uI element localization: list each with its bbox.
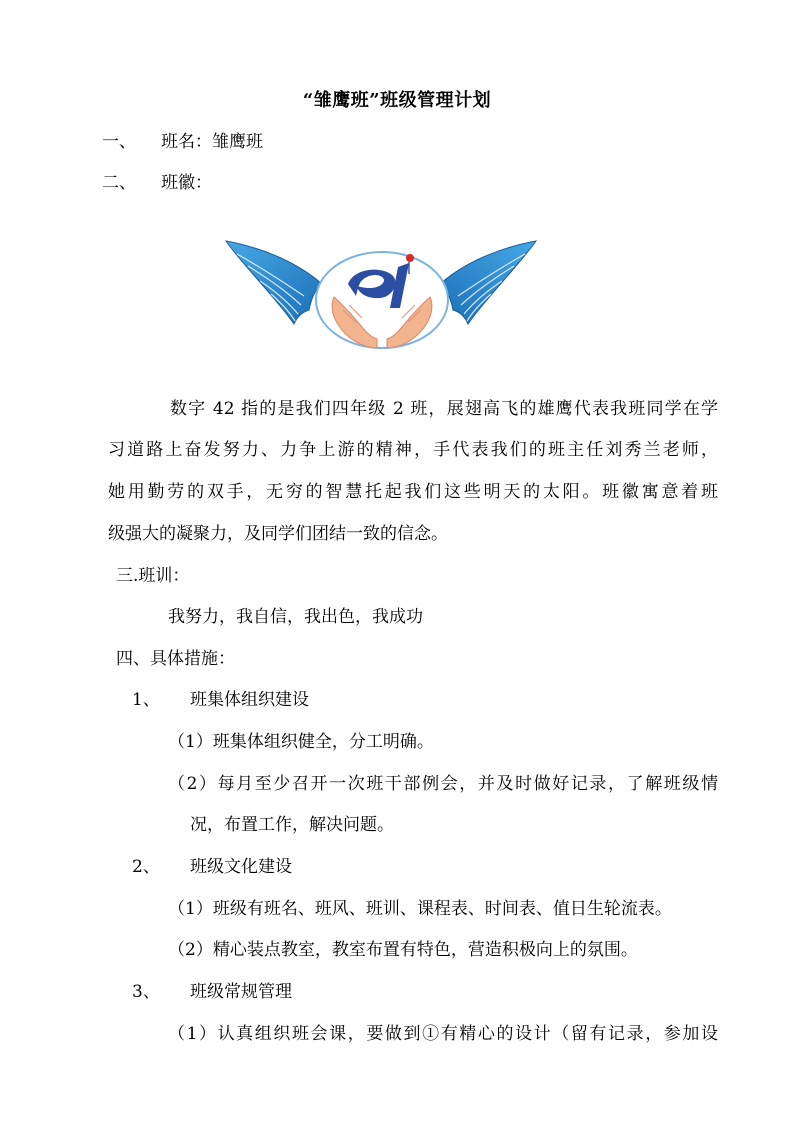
measure-2-subitem-2: （2）精心装点教室，教室布置有特色，营造积极向上的氛围。 — [168, 940, 638, 960]
right-wing-icon — [440, 241, 536, 324]
section-3-heading: 三.班训： — [116, 566, 190, 586]
measure-3-title: 班级常规管理 — [190, 982, 292, 1002]
section-1-marker: 一、 — [102, 132, 136, 152]
measure-3-marker: 3、 — [132, 982, 160, 1002]
measure-3-subitem-1: （1）认真组织班会课，要做到①有精心的设计（留有记录，参加设 — [168, 1024, 718, 1044]
paragraph-line-4: 级强大的凝聚力，及同学们团结一致的信念。 — [108, 524, 448, 544]
left-wing-icon — [226, 241, 322, 324]
measure-1-subitem-2: （2）每月至少召开一次班干部例会，并及时做好记录，了解班级情 — [168, 774, 718, 794]
paragraph-line-1: 数字 42 指的是我们四年级 2 班，展翅高飞的雄鹰代表我班同学在学 — [170, 399, 718, 419]
measure-1-subitem-2-continued: 况，布置工作，解决问题。 — [190, 815, 394, 835]
section-3-motto: 我努力，我自信，我出色，我成功 — [168, 607, 423, 627]
document-title: “雏鹰班”班级管理计划 — [302, 90, 492, 111]
measure-2-subitem-1: （1）班级有班名、班风、班训、课程表、时间表、值日生轮流表。 — [168, 899, 672, 919]
measure-2-marker: 2、 — [132, 857, 160, 877]
section-1-class-name: 班名：雏鹰班 — [161, 132, 263, 152]
measure-2-title: 班级文化建设 — [190, 857, 292, 877]
measure-1-marker: 1、 — [132, 690, 160, 710]
flag-icon — [406, 254, 414, 262]
section-4-heading: 四、具体措施： — [116, 649, 235, 669]
measure-1-subitem-1: （1）班集体组织健全，分工明确。 — [168, 732, 434, 752]
paragraph-line-3: 她用勤劳的双手，无穷的智慧托起我们这些明天的太阳。班徽寓意着班 — [108, 482, 718, 502]
section-2-marker: 二、 — [102, 173, 136, 193]
class-emblem-logo — [222, 236, 540, 360]
measure-1-title: 班集体组织建设 — [190, 690, 309, 710]
section-2-emblem-label: 班徽： — [161, 173, 212, 193]
paragraph-line-2: 习道路上奋发努力、力争上游的精神，手代表我们的班主任刘秀兰老师， — [108, 440, 718, 460]
